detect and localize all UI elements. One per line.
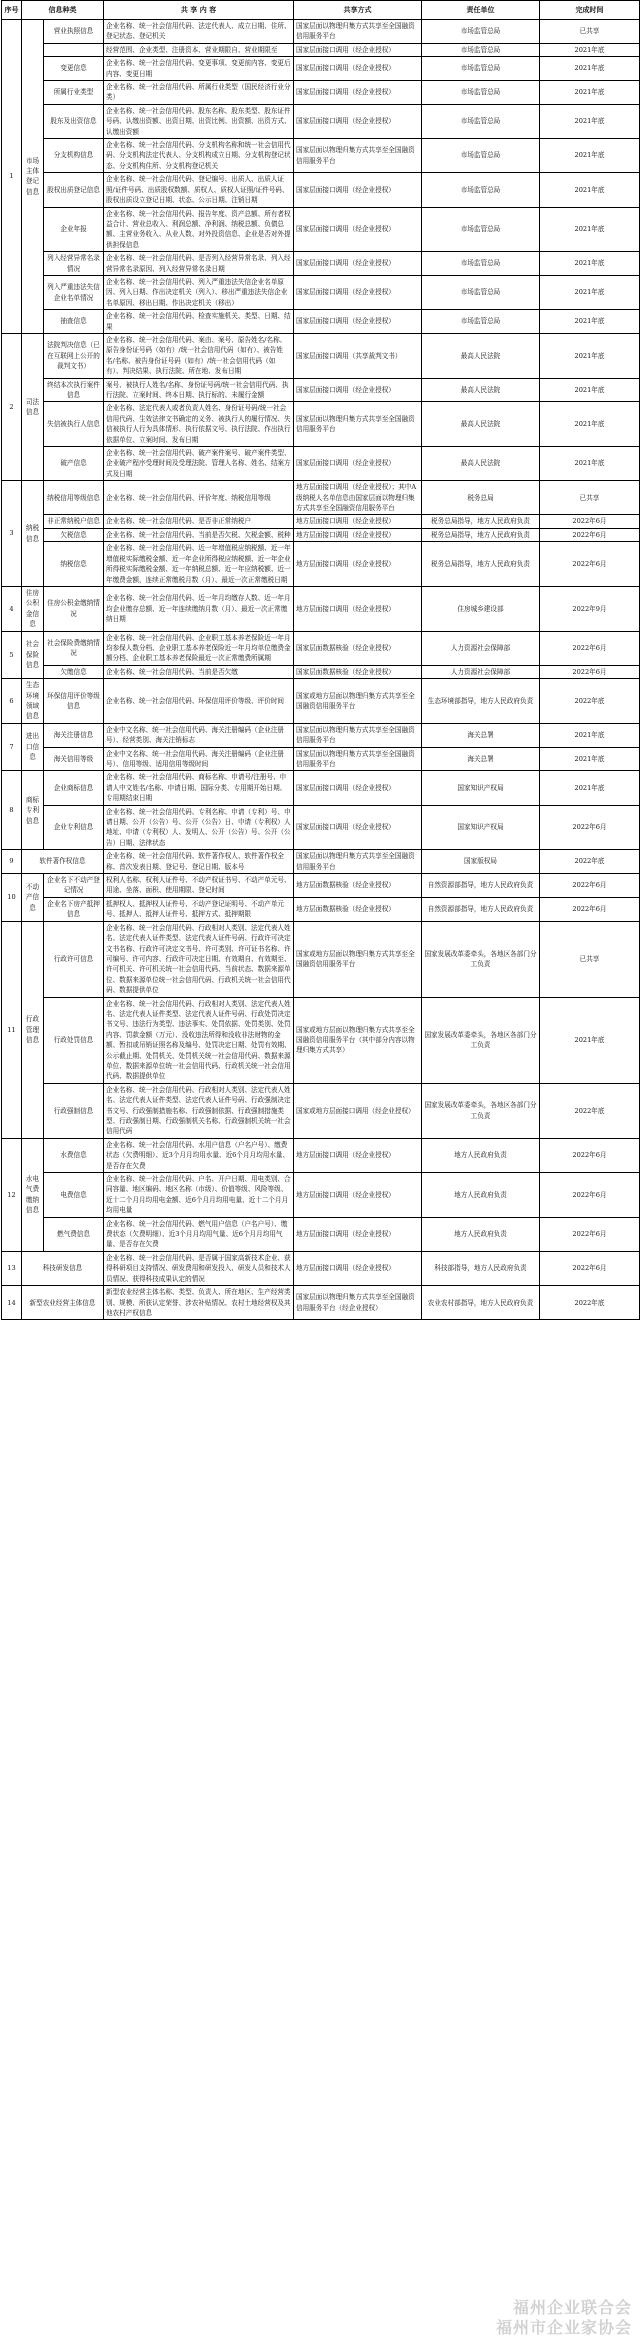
shared-content: 企业名称、统一社会信用代码、环保信用评价等级、评价时间 [104,679,294,724]
table-row [2,447,640,481]
responsible-unit: 市场监管总局 [422,20,540,44]
responsible-unit: 市场监管总局 [422,173,540,207]
completion-time: 已共享 [540,481,640,515]
sharing-method: 地方层面数据核验（经企业授权） [294,874,422,898]
shared-content: 企业名称、统一社会信用代码、是否属于国家高新技术企业、获得科研项目支持情况、研发费用和研发投入、研发人员和技术人员情况、获得科技成果认定的情况 [104,1251,294,1285]
shared-content: 企业名称、统一社会信用代码、行政相对人类别、法定代表人姓名、法定代表人证件类型、法定代表人证件号码、行政许可决定文书名称、行政许可决定文书号、许可类别、许可证书名称、许可编号、许可内容、行政许可决定日期、有效期自、有效期至、许可机关、许可机关统一社会信用代码、当前状态、数据来源单位、数据来源单位统一社会信用代码、行政机关统一社会信用代码、数据提供单位 [104,921,294,997]
shared-content: 企业中文名称、统一社会信用代码、海关注册编码（企业注册号）、信用等级、适用信用等级时间 [104,747,294,771]
row-number: 9 [2,850,22,874]
shared-content: 企业名称、统一社会信用代码、当前是否欠缴 [104,665,294,678]
table-row [2,542,640,587]
shared-content: 企业名称、统一社会信用代码、法定代表人、成立日期、住所、登记状态、登记机关 [104,20,294,44]
completion-time: 2021年底 [540,402,640,447]
shared-content: 企业名称、统一社会信用代码、专利名称、申请（专利）号、申请日期、公开（公告）号、公开（公告）日、申请（专利权）人地址、申请（专利权）人、发明人、公开（公告）号、公开（公告）日期、法律状态 [104,805,294,850]
subcategory-name: 住房公积金缴纳情况 [44,586,104,631]
responsible-unit: 海关总署 [422,747,540,771]
sharing-method: 国家层面接口调用（经企业授权） [294,81,422,105]
completion-time: 2022年底 [540,679,640,724]
responsible-unit: 最高人民法院 [422,402,540,447]
table-row [2,631,640,665]
row-number: 10 [2,874,22,922]
table-row [2,1251,640,1285]
subcategory-name: 破产信息 [44,447,104,481]
subcategory-name: 列入经营异常名录情况 [44,252,104,276]
row-number: 3 [2,481,22,587]
completion-time: 2022年6月 [540,631,640,665]
watermark-line-1: 福州企业联合会 [512,2298,632,2317]
completion-time: 2022年9月 [540,586,640,631]
table-row [2,43,640,56]
shared-content: 企业名称、统一社会信用代码、水用户信息（户名户号）、缴费状态（欠费明细）、近3个月月均用水量、近6个月月均用水量、是否存在欠费 [104,1138,294,1172]
sharing-method: 国家层面数据核验（经企业授权） [294,631,422,665]
sharing-method: 国家层面接口调用（经企业授权） [294,805,422,850]
sharing-method: 国家层面接口调用（共享裁判文书） [294,333,422,378]
table-row [2,57,640,81]
sharing-method: 地方层面数据核验（经企业授权） [294,897,422,921]
completion-time: 2021年底 [540,333,640,378]
header-no: 序号 [2,1,22,20]
subcategory-name: 所属行业类型 [44,81,104,105]
subcategory-name: 欠缴信息 [44,665,104,678]
header-unit: 责任单位 [422,1,540,20]
category-name: 科技研发信息 [22,1251,104,1285]
completion-time: 2021年底 [540,139,640,173]
shared-content: 企业名称、统一社会信用代码、商标名称、申请号/注册号、申请人中文姓名/名称、申请日期、国际分类、专用期开始日期、专用期结束日期 [104,771,294,805]
subcategory-name [44,43,104,56]
subcategory-name: 变更信息 [44,57,104,81]
table-body [2,20,640,1320]
sharing-method: 国家层面以物理归集方式共享至全国融资信用服务平台（经企业授权） [294,1286,422,1320]
watermark [496,2298,632,2338]
responsible-unit: 人力资源社会保障部 [422,631,540,665]
table-row [2,1083,640,1138]
responsible-unit: 地方人民政府负责 [422,1173,540,1218]
completion-time: 2022年6月 [540,805,640,850]
responsible-unit: 市场监管总局 [422,252,540,276]
category-name: 进出口信息 [22,723,44,771]
completion-time: 2022年底 [540,850,640,874]
shared-content: 企业中文名称、统一社会信用代码、海关注册编码（企业注册号）、经营类别、海关注销标志 [104,723,294,747]
responsible-unit: 税务总局 [422,481,540,515]
subcategory-name: 欠税信息 [44,528,104,541]
completion-time: 2021年底 [540,57,640,81]
shared-content: 企业名称、法定代表人或者负责人姓名、身份证号码/统一社会信用代码、生效法律文书确定的义务、被执行人的履行情况、失信被执行人行为具体情形、执行依据文号、执行法院、作出执行依据单位、立案时间、发布日期 [104,402,294,447]
responsible-unit: 农业农村部指导，地方人民政府负责 [422,1286,540,1320]
subcategory-name: 股权出质登记信息 [44,173,104,207]
sharing-method: 地方层面接口调用（经企业授权） [294,1217,422,1251]
responsible-unit: 国家发展改革委牵头，各地区各部门分工负责 [422,1083,540,1138]
sharing-method: 国家层面以物理归集方式共享至全国融资信用服务平台 [294,20,422,44]
completion-time: 2021年底 [540,81,640,105]
sharing-method: 地方层面接口调用（经企业授权） [294,1173,422,1218]
completion-time: 2021年底 [540,104,640,138]
row-number: 6 [2,679,22,724]
subcategory-name: 营业执照信息 [44,20,104,44]
shared-content: 企业名称、统一社会信用代码、案由、案号、原告姓名/名称、原告身份证号码（如有）/统一社会信用代码（如有）、被告姓名/名称、被告身份证号码（如有）/统一社会信用代码（如有）、判决结果、执行法院、所在地、发布日期 [104,333,294,378]
shared-content: 抵押权人、抵押权人证件号、不动产登记证明号、不动产单元号、抵押人、抵押人证件号、抵押方式、抵押期限 [104,897,294,921]
completion-time: 2021年底 [540,43,640,56]
shared-content: 企业名称、统一社会信用代码、变更事项、变更前内容、变更后内容、变更日期 [104,57,294,81]
completion-time: 2021年底 [540,275,640,309]
category-name: 不动产信息 [22,874,44,922]
responsible-unit: 科技部指导，地方人民政府负责 [422,1251,540,1285]
row-number: 14 [2,1286,22,1320]
completion-time: 2021年底 [540,747,640,771]
subcategory-name: 企业年报 [44,207,104,252]
subcategory-name: 纳税信用等级信息 [44,481,104,515]
shared-content: 企业名称、统一社会信用代码、是否列入经营异常名录、列入经营异常名录原因、列入经营异常名录日期 [104,252,294,276]
subcategory-name: 分支机构信息 [44,139,104,173]
row-number: 1 [2,20,22,334]
shared-content: 企业名称、统一社会信用代码、软件著作权人、软件著作权全称、首次发表日期、登记号、登记日期、版本号 [104,850,294,874]
subcategory-name: 行政处罚信息 [44,997,104,1083]
shared-content: 权利人名称、权利人证件号、不动产权证书号、不动产单元号、用途、坐落、面积、使用期限、登记时间 [104,874,294,898]
shared-content: 企业名称、统一社会信用代码、所属行业类型（国民经济行业分类） [104,81,294,105]
shared-content: 企业名称、统一社会信用代码、登记编号、出质人、出质人证照/证件号码、出质股权数额、质权人、质权人证照/证件号码、股权出质设立登记日期、状态、公示日期、注销日期 [104,173,294,207]
sharing-method: 国家层面以物理归集方式共享至全国融资信用服务平台 [294,723,422,747]
completion-time: 2022年6月 [540,1251,640,1285]
sharing-method: 国家层面接口调用（经企业授权） [294,173,422,207]
subcategory-name: 企业名下房产抵押信息 [44,897,104,921]
responsible-unit: 市场监管总局 [422,104,540,138]
responsible-unit: 国家知识产权局 [422,771,540,805]
completion-time: 2021年底 [540,310,640,334]
sharing-method: 国家或地方层面以物理归集方式共享至全国融资信用服务平台（其中部分内容以物理归集方式共享） [294,997,422,1083]
table-row [2,528,640,541]
completion-time: 2022年6月 [540,897,640,921]
completion-time: 2021年底 [540,771,640,805]
responsible-unit: 市场监管总局 [422,81,540,105]
watermark-line-2: 福州市企业家协会 [495,2318,632,2337]
shared-content: 企业名称、统一社会信用代码、检查实施机关、类型、日期、结果 [104,310,294,334]
table-row [2,333,640,378]
subcategory-name: 纳税信息 [44,542,104,587]
responsible-unit: 人力资源社会保障部 [422,665,540,678]
responsible-unit: 市场监管总局 [422,310,540,334]
subcategory-name: 海关信用等级 [44,747,104,771]
completion-time: 2021年底 [540,207,640,252]
shared-content: 新型农业经营主体名称、类型、负责人、所在地区、生产经营类别、规模、所获认定荣誉、涉农补贴情况、农村土地经营权及其他农村产权信息 [104,1286,294,1320]
completion-time: 2021年底 [540,723,640,747]
category-name: 商标专利信息 [22,771,44,850]
completion-time: 2022年6月 [540,1173,640,1218]
category-name: 社会保险信息 [22,631,44,679]
subcategory-name: 失信被执行人信息 [44,402,104,447]
shared-content: 企业名称、统一社会信用代码、行政相对人类别、法定代表人姓名、法定代表人证件类型、法定代表人证件号码、行政处罚决定书文号、违法行为类型、违法事实、处罚依据、处罚类别、处罚内容、罚款金额（万元）、没收违法所得和没收非法财物的金额、暂扣或吊销证照名称及编号、处罚决定日期、处罚有效期、公示截止期、处罚机关、处罚机关统一社会信用代码、数据来源单位、数据来源单位统一社会信用代码、行政机关统一社会信用代码、数据提供单位 [104,997,294,1083]
responsible-unit: 最高人民法院 [422,333,540,378]
table-row [2,1173,640,1218]
shared-content: 企业名称、统一社会信用代码、当前是否欠税、欠税金额、税种 [104,528,294,541]
completion-time: 2022年6月 [540,665,640,678]
row-number: 4 [2,586,22,631]
responsible-unit: 税务总局指导，地方人民政府负责 [422,528,540,541]
responsible-unit: 国家版权局 [422,850,540,874]
shared-content: 企业名称、统一社会信用代码、列入严重违法失信企业名单原因、列入日期、作出决定机关（列入）、移出严重违法失信企业名单原因、移出日期、作出决定机关（移出） [104,275,294,309]
table-row [2,139,640,173]
table-row [2,586,640,631]
table-row [2,20,640,44]
sharing-method: 国家层面接口调用（经企业授权） [294,771,422,805]
subcategory-name: 电费信息 [44,1173,104,1218]
shared-content: 经营范围、企业类型、注册资本、营业期限自、营业期限至 [104,43,294,56]
completion-time: 已共享 [540,20,640,44]
responsible-unit: 税务总局指导，地方人民政府负责 [422,515,540,528]
table-row [2,252,640,276]
responsible-unit: 国家发展改革委牵头，各地区各部门分工负责 [422,921,540,997]
completion-time: 2022年底 [540,1083,640,1138]
category-name: 水电气费缴纳信息 [22,1138,44,1251]
category-name: 纳税信息 [22,481,44,587]
subcategory-name: 抽查信息 [44,310,104,334]
responsible-unit: 最高人民法院 [422,378,540,402]
completion-time: 2022年6月 [540,542,640,587]
subcategory-name: 终结本次执行案件信息 [44,378,104,402]
subcategory-name: 企业名下不动产登记情况 [44,874,104,898]
shared-content: 企业名称、统一社会信用代码、分支机构名称和统一社会信用代码、分支机构法定代表人、分支机构成立日期、分支机构登记状态、分支机构住所、分支机构登记机关 [104,139,294,173]
completion-time: 2022年6月 [540,1217,640,1251]
completion-time: 2021年底 [540,447,640,481]
category-name: 软件著作权信息 [22,850,104,874]
table-row [2,310,640,334]
header-time: 完成时间 [540,1,640,20]
sharing-method: 国家层面接口调用（经企业授权） [294,275,422,309]
sharing-method: 国家层面以物理归集方式共享至全国融资信用服务平台 [294,402,422,447]
table-row [2,378,640,402]
responsible-unit: 海关总署 [422,723,540,747]
sharing-method: 地方层面接口调用（经企业授权） [294,515,422,528]
shared-content: 企业名称、统一社会信用代码、近一年月均缴存人数、近一年月均企业缴存总额、近一年连续缴纳月数（月）、最近一次正常缴纳日期 [104,586,294,631]
table-row [2,207,640,252]
sharing-method: 地方层面接口调用（经企业授权）；其中A级纳税人名单信息由国家层面以物理归集方式共享至全国融资信用服务平台 [294,481,422,515]
completion-time: 2021年底 [540,173,640,207]
subcategory-name: 非正常纳税户信息 [44,515,104,528]
responsible-unit: 地方人民政府负责 [422,1217,540,1251]
category-name: 住房公积金信息 [22,586,44,631]
responsible-unit: 自然资源部指导，地方人民政府负责 [422,874,540,898]
responsible-unit: 生态环境部指导，地方人民政府负责 [422,679,540,724]
category-name: 行政管理信息 [22,921,44,1138]
table-row [2,897,640,921]
completion-time: 已共享 [540,921,640,997]
shared-content: 企业名称、统一社会信用代码、燃气用户信息（户名户号）、缴费状态（欠费明细）、近3个月月均用气量、近6个月月均用气量、是否存在欠费 [104,1217,294,1251]
header-method: 共享方式 [294,1,422,20]
responsible-unit: 地方人民政府负责 [422,1138,540,1172]
table-row [2,275,640,309]
table-row [2,723,640,747]
completion-time: 2021年底 [540,378,640,402]
subcategory-name: 社会保险费缴纳情况 [44,631,104,665]
category-name: 生态环境领域信息 [22,679,44,724]
table-row [2,402,640,447]
row-number: 11 [2,921,22,1138]
row-number: 12 [2,1138,22,1251]
responsible-unit: 市场监管总局 [422,43,540,56]
completion-time: 2021年底 [540,252,640,276]
subcategory-name: 水费信息 [44,1138,104,1172]
subcategory-name: 环保信用评价等级信息 [44,679,104,724]
table-row [2,665,640,678]
responsible-unit: 自然资源部指导，地方人民政府负责 [422,897,540,921]
info-sharing-table [1,0,640,1320]
sharing-method: 地方层面接口调用（经企业授权） [294,586,422,631]
row-number: 7 [2,723,22,771]
sharing-method: 国家或地方层面以物理归集方式共享至全国融资信用服务平台 [294,679,422,724]
subcategory-name: 股东及出资信息 [44,104,104,138]
sharing-method: 国家层面接口调用（经企业授权） [294,57,422,81]
shared-content: 企业名称、统一社会信用代码、行政相对人类别、法定代表人姓名、法定代表人证件类型、法定代表人证件号码、行政强制决定书文号、行政强制措施名称、行政强制依据、行政强制措施类型、行政强制日期、行政强制机关名称、行政强制机关统一社会信用代码 [104,1083,294,1138]
sharing-method: 国家层面以物理归集方式共享至全国融资信用服务平台 [294,850,422,874]
subcategory-name: 企业商标信息 [44,771,104,805]
table-row [2,997,640,1083]
shared-content: 企业名称、统一社会信用代码、报告年度、资产总额、所有者权益合计、营业总收入、利润总额、净利润、纳税总额、负债总额、主营业务收入、从业人数、对外投资信息、企业是否对外提供担保信息 [104,207,294,252]
sharing-method: 国家层面以物理归集方式共享至全国融资信用服务平台 [294,747,422,771]
subcategory-name: 行政许可信息 [44,921,104,997]
table-row [2,874,640,898]
category-name: 市场主体登记信息 [22,20,44,334]
sharing-method: 国家或地方层面以物理归集方式共享至全国融资信用服务平台 [294,921,422,997]
table-row [2,1217,640,1251]
completion-time: 2022年6月 [540,1138,640,1172]
table-row [2,679,640,724]
header-category: 信息种类 [22,1,104,20]
table-row [2,104,640,138]
sharing-method: 地方层面接口调用（经企业授权） [294,528,422,541]
sharing-method: 国家层面接口调用（经企业授权） [294,378,422,402]
sharing-method: 国家层面接口调用（经企业授权） [294,252,422,276]
shared-content: 企业名称、统一社会信用代码、评价年度、纳税信用等级 [104,481,294,515]
completion-time: 2021年底 [540,997,640,1083]
table-row [2,805,640,850]
shared-content: 企业名称、统一社会信用代码、股东名称、股东类型、股东证件号码、认缴出资额、出资日期、出资比例、出资额、出资方式、认缴出资额 [104,104,294,138]
sharing-method: 国家层面接口调用（经企业授权） [294,207,422,252]
row-number: 13 [2,1251,22,1285]
sharing-method: 国家层面接口调用（经企业授权） [294,310,422,334]
responsible-unit: 市场监管总局 [422,139,540,173]
header-content: 共 享 内 容 [104,1,294,20]
row-number: 5 [2,631,22,679]
completion-time: 2022年6月 [540,515,640,528]
table-row [2,481,640,515]
table-row [2,515,640,528]
subcategory-name: 燃气费信息 [44,1217,104,1251]
responsible-unit: 市场监管总局 [422,207,540,252]
responsible-unit: 住房城乡建设部 [422,586,540,631]
responsible-unit: 市场监管总局 [422,275,540,309]
sharing-method: 地方层面接口调用（经企业授权） [294,1251,422,1285]
sharing-method: 国家层面接口调用（经企业授权） [294,43,422,56]
sharing-method: 国家或地方层面接口调用（经企业授权） [294,1083,422,1138]
table-row [2,771,640,805]
category-name: 司法信息 [22,333,44,480]
sharing-method: 国家层面以物理归集方式共享至全国融资信用服务平台 [294,139,422,173]
responsible-unit: 国家知识产权局 [422,805,540,850]
sharing-method: 国家层面接口调用（经企业授权） [294,447,422,481]
shared-content: 企业名称、统一社会信用代码、近一年增值税应纳税额、近一年增值税实际缴税金额、近一年企业所得税应纳税额、近一年企业所得税实际缴税金额、近一年纳税总额、近一年应纳税额、近一年缴费金额，连续正常缴税月数（月）、最近一次正常缴税日期 [104,542,294,587]
shared-content: 企业名称、统一社会信用代码、破产案件案号、破产案件类型、企业破产程序受理时间及受理法院、管理人名称、姓名、结案方式及日期 [104,447,294,481]
responsible-unit: 税务总局指导，地方人民政府负责 [422,542,540,587]
subcategory-name: 法院判决信息（已在互联网上公开的裁判文书） [44,333,104,378]
table-row [2,173,640,207]
row-number: 2 [2,333,22,480]
shared-content: 案号、被执行人姓名/名称、身份证号码/统一社会信用代码、执行法院、立案时间、终本日期、执行标的、未履行金额 [104,378,294,402]
sharing-method: 国家层面接口调用（经企业授权） [294,104,422,138]
completion-time: 2022年6月 [540,874,640,898]
subcategory-name: 海关注册信息 [44,723,104,747]
responsible-unit: 市场监管总局 [422,57,540,81]
subcategory-name: 行政强制信息 [44,1083,104,1138]
shared-content: 企业名称、统一社会信用代码、企业职工基本养老保险近一年月均参保人数分档、企业职工基本养老保险近一年月均单位缴费金额分档、企业职工基本养老保险最近一次正常缴费所属期 [104,631,294,665]
table-row [2,850,640,874]
sharing-method: 国家层面数据核验（经企业授权） [294,665,422,678]
table-row [2,1138,640,1172]
completion-time: 2022年6月 [540,528,640,541]
sharing-method: 地方层面接口调用（经企业授权） [294,542,422,587]
responsible-unit: 最高人民法院 [422,447,540,481]
subcategory-name: 企业专利信息 [44,805,104,850]
subcategory-name: 列入严重违法失信企业名单情况 [44,275,104,309]
sharing-method: 地方层面接口调用（经企业授权） [294,1138,422,1172]
shared-content: 企业名称、统一社会信用代码、是否非正常纳税户 [104,515,294,528]
table-row [2,747,640,771]
table-header-row [2,1,640,20]
category-name: 新型农业经营主体信息 [22,1286,104,1320]
shared-content: 企业名称、统一社会信用代码、户名、开户日期、用电类别、合同容量、地区编码、地区名称（市级）、价值等级、风险等级、近十二个月月均用电金额、近6个月月均用电量、近十二个月月均用电量 [104,1173,294,1218]
row-number: 8 [2,771,22,850]
responsible-unit: 国家发展改革委牵头，各地区各部门分工负责 [422,997,540,1083]
table-row [2,81,640,105]
table-row [2,921,640,997]
table-row [2,1286,640,1320]
completion-time: 2022年底 [540,1286,640,1320]
